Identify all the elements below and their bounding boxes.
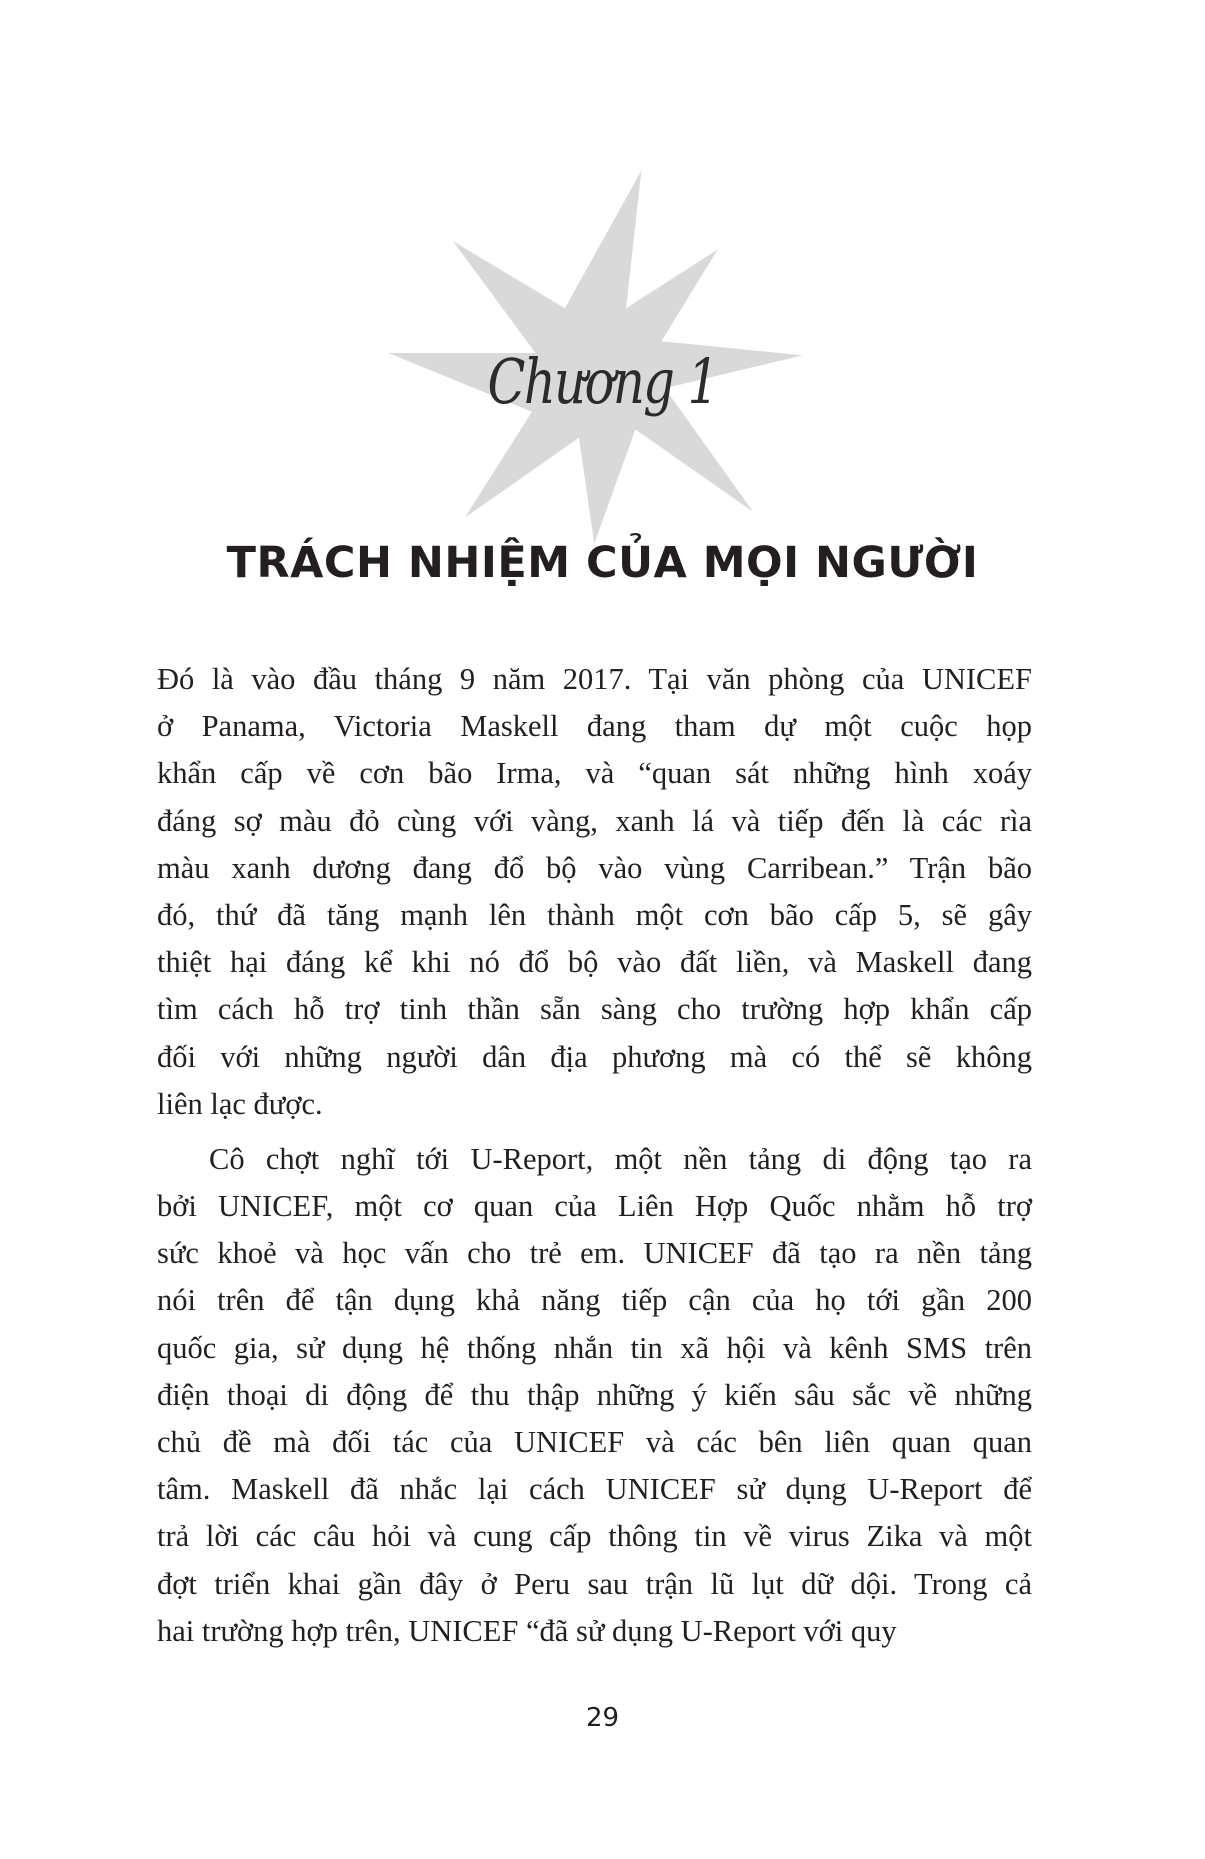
text-line: bởi UNICEF, một cơ quan của Liên Hợp Quốc nhằm hỗ trợ [157, 1189, 1032, 1224]
text-line: đối với những người dân địa phương mà có thể sẽ không [157, 1039, 1032, 1074]
text-line: hai trường hợp trên, UNICEF “đã sử dụng U-Report với quy [157, 1613, 897, 1648]
chapter-label: Chương 1 [487, 345, 718, 418]
text-line: nói trên để tận dụng khả năng tiếp cận của họ tới gần 200 [157, 1283, 1032, 1318]
text-line: Đó là vào đầu tháng 9 năm 2017. Tại văn phòng của UNICEF [157, 662, 1032, 696]
text-line: trả lời các câu hỏi và cung cấp thông tin về virus Zika và một [157, 1519, 1032, 1554]
text-line: sức khoẻ và học vấn cho trẻ em. UNICEF đã tạo ra nền tảng [157, 1236, 1032, 1271]
text-line: thiệt hại đáng kể khi nó đổ bộ vào đất liền, và Maskell đang [157, 945, 1032, 980]
text-line: đó, thứ đã tăng mạnh lên thành một cơn bão cấp 5, sẽ gây [157, 897, 1032, 932]
chapter-title: TRÁCH NHIỆM CỦA MỌI NGƯỜI [226, 538, 979, 588]
text-line: tìm cách hỗ trợ tinh thần sẵn sàng cho trường hợp khẩn cấp [157, 992, 1032, 1027]
text-line: khẩn cấp về cơn bão Irma, và “quan sát những hình xoáy [157, 756, 1032, 791]
body-text [157, 656, 1032, 1663]
text-line: màu xanh dương đang đổ bộ vào vùng Carribean.” Trận bão [157, 850, 1032, 885]
text-line: ở Panama, Victoria Maskell đang tham dự một cuộc họp [157, 709, 1032, 744]
paragraph-2 [157, 1136, 1032, 1655]
text-line: đáng sợ màu đỏ cùng với vàng, xanh lá và tiếp đến là các rìa [157, 803, 1032, 838]
page-number: 29 [585, 1703, 620, 1733]
text-line: tâm. Maskell đã nhắc lại cách UNICEF sử dụng U-Report để [157, 1472, 1032, 1507]
text-line: Cô chợt nghĩ tới U-Report, một nền tảng di động tạo ra [209, 1141, 1032, 1176]
text-line: chủ đề mà đối tác của UNICEF và các bên liên quan quan [157, 1425, 1032, 1459]
text-line: liên lạc được. [157, 1086, 323, 1121]
text-line: điện thoại di động để thu thập những ý kiến sâu sắc về những [157, 1377, 1032, 1412]
text-line: đợt triển khai gần đây ở Peru sau trận lũ lụt dữ dội. Trong cả [157, 1566, 1032, 1601]
text-line: quốc gia, sử dụng hệ thống nhắn tin xã hội và kênh SMS trên [157, 1330, 1032, 1365]
paragraph-1 [157, 656, 1032, 1128]
